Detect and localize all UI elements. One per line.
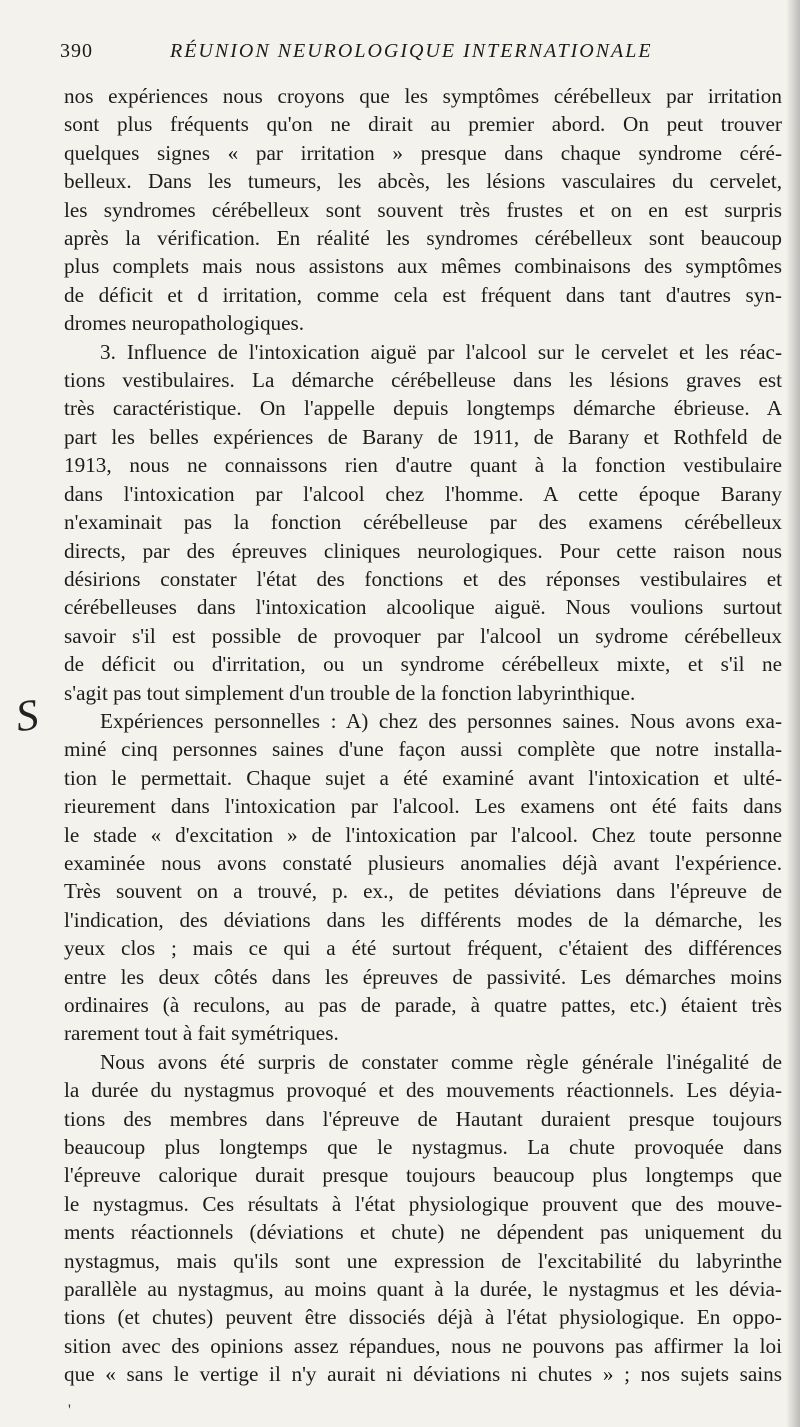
text-line: de déficit ou d'irritation, ou un syndrome cérébelleux mixte, et s'il ne <box>64 652 782 677</box>
text-line: 1913, nous ne connaissons rien d'autre quant à la fonction vestibulaire <box>64 453 782 478</box>
text-line: ordinaires (à reculons, au pas de parade, à quatre pattes, etc.) étaient très <box>64 993 782 1017</box>
text-line: rieurement dans l'intoxication par l'alcool. Les examens ont été faits dans <box>64 794 782 819</box>
text-line: n'examinait pas la fonction cérébelleuse par des examens cérébelleux <box>64 510 782 535</box>
text-line: dromes neuropathologiques. <box>64 311 305 336</box>
text-line: tions des membres dans l'épreuve de Hautant duraient presque toujours <box>64 1106 782 1131</box>
page-edge-shadow <box>786 0 800 1427</box>
text-line: tions vestibulaires. La démarche cérébelleuse dans les lésions graves est <box>64 368 782 393</box>
text-line: directs, par des épreuves cliniques neurologiques. Pour cette raison nous <box>64 538 782 563</box>
text-line: que « sans le vertige il n'y aurait ni déviations ni chutes » ; nos sujets sains <box>64 1362 782 1387</box>
text-line: l'épreuve calorique durait presque toujours beaucoup plus longtemps que <box>64 1163 782 1188</box>
text-line: tion le permettait. Chaque sujet a été examiné avant l'intoxication et ulté- <box>64 765 782 790</box>
text-line: le stade « d'excitation » de l'intoxication par l'alcool. Chez toute personne <box>64 822 782 847</box>
text-line: la durée du nystagmus provoqué et des mouvements réactionnels. Les déyia- <box>64 1078 782 1103</box>
text-line: belleux. Dans les tumeurs, les abcès, les lésions vasculaires du cervelet, <box>64 169 782 194</box>
text-line: nos expériences nous croyons que les symptômes cérébelleux par irritation <box>64 84 782 108</box>
text-line: quelques signes « par irritation » presque dans chaque syndrome céré- <box>64 140 782 165</box>
page-header <box>60 40 760 70</box>
text-line: les syndromes cérébelleux sont souvent très frustes et on en est surpris <box>64 197 782 222</box>
text-line: le nystagmus. Ces résultats à l'état physiologique prouvent que des mouve- <box>64 1191 782 1216</box>
text-line: entre les deux côtés dans les épreuves de passivité. Les démarches moins <box>64 964 782 989</box>
page-number: 390 <box>60 40 93 62</box>
text-line: examinée nous avons constaté plusieurs anomalies déjà avant l'expérience. <box>64 850 782 875</box>
section-heading-line: 3. Influence de l'intoxication aiguë par l'alcool sur le cervelet et les réac- <box>100 339 782 364</box>
text-line: désirions constater l'état des fonctions et des réponses vestibulaires et <box>64 566 782 591</box>
text-line: sition avec des opinions assez répandues, nous ne pouvons pas affirmer la loi <box>64 1333 782 1358</box>
text-line: l'indication, des déviations dans les différents modes de la démarche, les <box>64 907 782 932</box>
text-line: Expériences personnelles : A) chez des personnes saines. Nous avons exa- <box>100 708 782 733</box>
text-line: cérébelleuses dans l'intoxication alcoolique aiguë. Nous voulions surtout <box>64 595 782 620</box>
text-line: miné cinq personnes saines d'une façon aussi complète que notre installa- <box>64 737 782 762</box>
text-line: nystagmus, mais qu'ils sont une expression de l'excitabilité du labyrinthe <box>64 1248 782 1273</box>
text-line: après la vérification. En réalité les syndromes cérébelleux sont beaucoup <box>64 226 782 251</box>
text-line: ments réactionnels (déviations et chute) ne dépendent pas uniquement du <box>64 1220 782 1245</box>
text-line: Nous avons été surpris de constater comme règle générale l'inégalité de <box>100 1049 782 1074</box>
running-head: RÉUNION NEUROLOGIQUE INTERNATIONALE <box>170 40 653 62</box>
text-line: rarement tout à fait symétriques. <box>64 1021 339 1046</box>
text-line: de déficit et d irritation, comme cela est fréquent dans tant d'autres syn- <box>64 282 782 307</box>
text-line: parallèle au nystagmus, au moins quant à la durée, le nystagmus et les dévia- <box>64 1277 782 1302</box>
text-line: sont plus fréquents qu'on ne dirait au premier abord. On peut trouver <box>64 112 782 137</box>
text-line: part les belles expériences de Barany de 1911, de Barany et Rothfeld de <box>64 424 782 449</box>
text-line: savoir s'il est possible de provoquer par l'alcool un sydrome cérébelleux <box>64 623 782 648</box>
text-line: beaucoup plus longtemps que le nystagmus. La chute provoquée dans <box>64 1135 782 1160</box>
text-line: yeux clos ; mais ce qui a été surtout fréquent, c'étaient des différences <box>64 936 782 961</box>
text-line: très caractéristique. On l'appelle depuis longtemps démarche ébrieuse. A <box>64 396 782 421</box>
body-text <box>64 82 782 1389</box>
margin-annotation: S <box>12 689 42 742</box>
text-line: tions (et chutes) peuvent être dissociés déjà à l'état physiologique. En oppo- <box>64 1305 782 1330</box>
stray-ink-mark: ' <box>68 1402 71 1419</box>
text-line: Très souvent on a trouvé, p. ex., de petites déviations dans l'épreuve de <box>64 879 782 904</box>
text-line: plus complets mais nous assistons aux mêmes combinaisons des symptômes <box>64 254 782 279</box>
text-line: s'agit pas tout simplement d'un trouble de la fonction labyrinthique. <box>64 680 636 705</box>
text-line: dans l'intoxication par l'alcool chez l'homme. A cette époque Barany <box>64 481 782 506</box>
